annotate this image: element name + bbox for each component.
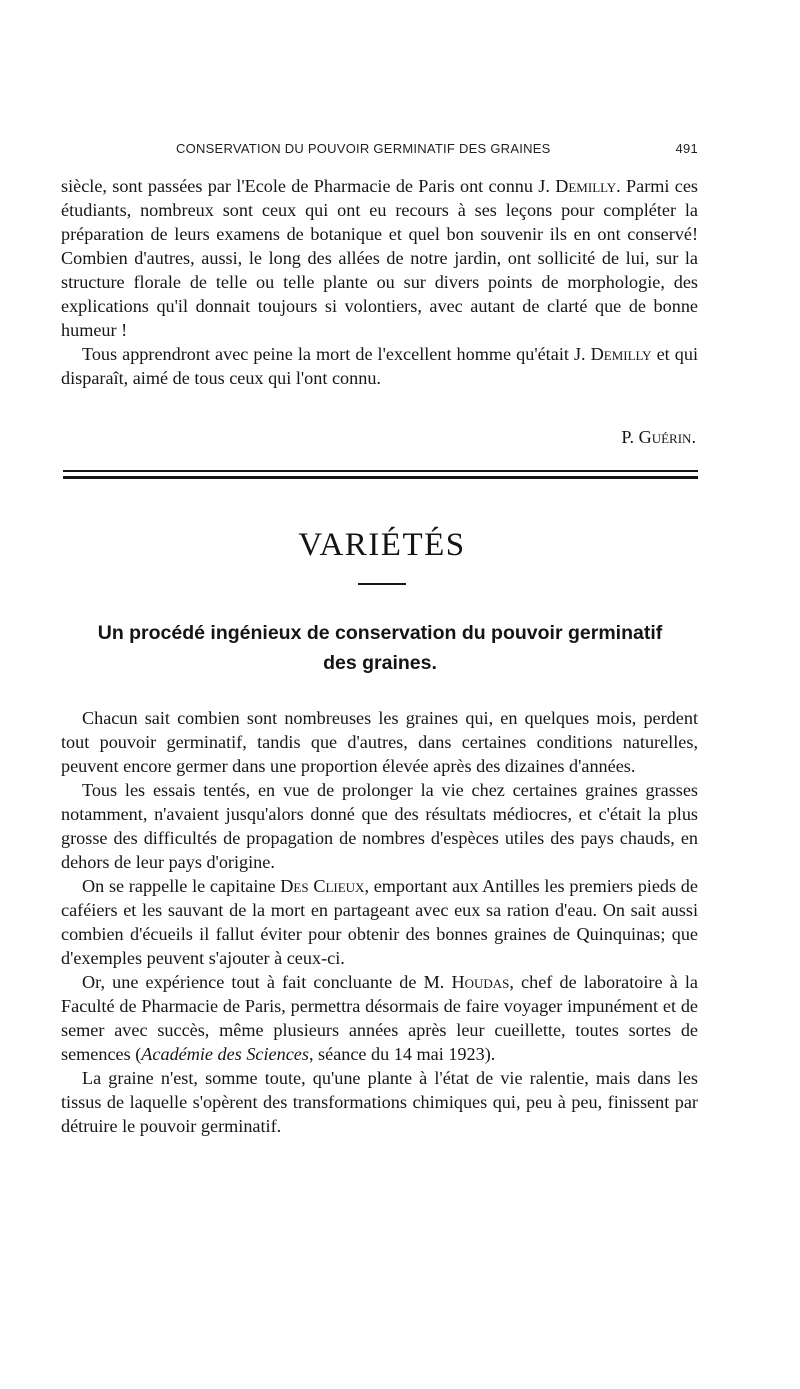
author-signature — [621, 425, 696, 449]
article-title-line-1: Un procédé ingénieux de conservation du pouvoir germinatif — [97, 622, 663, 644]
text-run: Or, une expérience tout à fait concluante de M. — [82, 972, 452, 992]
author-initial: P. — [621, 427, 639, 447]
text-run: Tous apprendront avec peine la mort de l'excellent homme qu'était J. — [82, 344, 591, 364]
article-paragraph-3 — [61, 874, 698, 970]
obituary-paragraph-2 — [61, 342, 698, 390]
author-name: Guérin. — [638, 427, 696, 447]
article-paragraph-2: Tous les essais tentés, en vue de prolonger la vie chez certaines graines grasses notamment, n'avaient jusqu'alors donné que des résultats médiocres, et c'était la plus grosse des difficultés de propagation de nombres d'espèces utiles des pays chauds, en dehors de leur pays d'origine. — [61, 780, 698, 872]
article-paragraph-5: La graine n'est, somme toute, qu'une plante à l'état de vie ralentie, mais dans les tissus de laquelle s'opèrent des transformations chimiques qui, peu à peu, finissent par détruire le pouvoir germinatif. — [61, 1068, 698, 1136]
person-name: Des Clieux — [280, 876, 365, 896]
title-underline — [358, 583, 406, 585]
article-paragraph-1: Chacun sait combien sont nombreuses les graines qui, en quelques mois, perdent tout pouvoir germinatif, tandis que d'autres, dans certaines conditions naturelles, peuvent encore germer dans une proportion élevée après des dizaines d'années. — [61, 708, 698, 776]
article-title-line-2: des graines. — [323, 652, 437, 674]
obituary-paragraph-1 — [61, 174, 698, 342]
running-title: CONSERVATION DU POUVOIR GERMINATIF DES GRAINES — [176, 141, 551, 156]
person-name: Demilly — [555, 176, 617, 196]
text-run: On se rappelle le capitaine — [82, 876, 281, 896]
person-name: Demilly — [590, 344, 652, 364]
text-run: , chef de laboratoire à la Faculté de Pharmacie de Paris, permettra désormais de faire voyager impunément et de semer avec succès, même plusieurs années après leur cueillette, toutes sortes de semences ( — [61, 972, 698, 1064]
divider-line-thick — [63, 476, 698, 479]
section-title: VARIÉTÉS — [298, 527, 466, 563]
person-name: Houdas — [451, 972, 510, 992]
article-paragraph-4 — [61, 970, 698, 1066]
running-head — [176, 141, 698, 156]
section-divider — [63, 470, 698, 480]
article-title — [60, 618, 700, 678]
source-citation: Académie des Sciences — [141, 1044, 309, 1064]
obituary-continuation — [61, 174, 698, 390]
text-run: , emportant aux Antilles les premiers pieds de caféiers et les sauvant de la mort en partageant avec eux sa ration d'eau. On sait aussi combien d'écueils il fallut éviter pour obtenir des bonnes graines de Quinquinas; que d'exemples peuvent s'ajouter à ceux-ci. — [61, 876, 698, 968]
text-run: siècle, sont passées par l'Ecole de Pharmacie de Paris ont connu J. — [61, 176, 556, 196]
article-body — [61, 706, 698, 1138]
page-number: 491 — [675, 141, 698, 156]
text-run: , séance du 14 mai 1923). — [308, 1044, 496, 1064]
text-run: . Parmi ces étudiants, nombreux sont ceux qui ont eu recours à ses leçons pour compléter la préparation de leurs examens de botanique et quel bon souvenir ils en ont conservé! Combien d'autres, aussi, le long des allées de notre jardin, ont sollicité de lui, sur la structure florale de telle ou telle plante ou sur divers points de morphologie, des explications qu'il donnait toujours si volontiers, avec autant de clarté que de bonne humeur ! — [61, 176, 698, 340]
divider-line-thin — [63, 470, 698, 472]
text-run: et qui disparaît, aimé de tous ceux qui l'ont connu. — [61, 344, 698, 388]
